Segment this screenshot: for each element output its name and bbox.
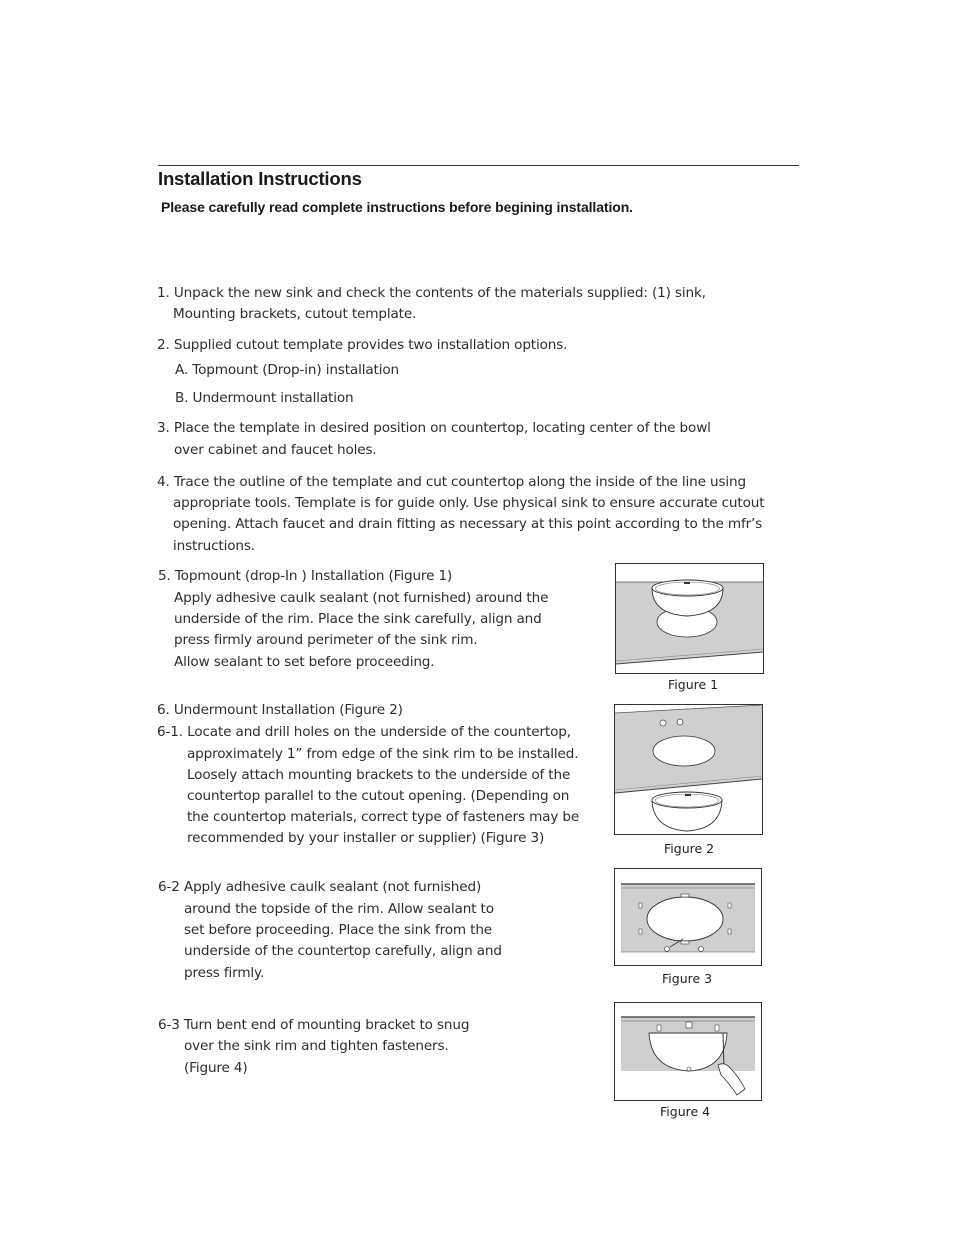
step-6-1-line-5: the countertop materials, correct type of fasteners may be — [187, 809, 580, 825]
header-rule — [158, 165, 799, 166]
step-4-line-2: appropriate tools. Template is for guide only. Use physical sink to ensure accurate cutout — [173, 495, 765, 511]
step-6-2-line-1: 6-2 Apply adhesive caulk sealant (not furnished) — [158, 879, 482, 895]
figure-2-caption: Figure 2 — [664, 841, 715, 856]
step-6-2-line-3: set before proceeding. Place the sink from the — [184, 922, 493, 938]
step-5-line-4: press firmly around perimeter of the sink rim. — [174, 632, 478, 648]
step-5-line-1: 5. Topmount (drop-In ) Installation (Figure 1) — [158, 568, 453, 584]
step-6-2-line-2: around the topside of the rim. Allow sealant to — [184, 901, 494, 917]
figure-1-image — [615, 563, 764, 674]
step-2-option-a: A. Topmount (Drop-in) installation — [175, 362, 399, 378]
step-6-1-line-1: 6-1. Locate and drill holes on the underside of the countertop, — [157, 724, 571, 740]
step-5-line-2: Apply adhesive caulk sealant (not furnished) around the — [174, 590, 549, 606]
step-6-3-line-1: 6-3 Turn bent end of mounting bracket to snug — [158, 1017, 470, 1033]
figure-4-image — [614, 1002, 762, 1101]
figure-2-image — [614, 704, 763, 835]
page-subtitle: Please carefully read complete instructions before begining installation. — [161, 199, 633, 215]
step-2-option-b: B. Undermount installation — [175, 390, 354, 406]
step-6-2-line-5: press firmly. — [184, 965, 265, 981]
step-6-1-line-6: recommended by your installer or supplier) (Figure 3) — [187, 830, 545, 846]
step-3-line-1: 3. Place the template in desired position on countertop, locating center of the bowl — [157, 420, 711, 436]
step-3-line-2: over cabinet and faucet holes. — [174, 442, 377, 458]
figure-4-caption: Figure 4 — [660, 1104, 711, 1119]
step-4-line-4: instructions. — [173, 538, 255, 554]
step-4-line-3: opening. Attach faucet and drain fitting as necessary at this point according to the mfr’s — [173, 516, 763, 532]
step-5-line-5: Allow sealant to set before proceeding. — [174, 654, 435, 670]
page-title: Installation Instructions — [158, 168, 362, 189]
step-6-3-line-3: (Figure 4) — [184, 1060, 248, 1076]
step-1-line-1: 1. Unpack the new sink and check the contents of the materials supplied: (1) sink, — [157, 285, 706, 301]
step-2: 2. Supplied cutout template provides two installation options. — [157, 337, 568, 353]
step-6: 6. Undermount Installation (Figure 2) — [157, 702, 403, 718]
figure-1-caption: Figure 1 — [668, 677, 719, 692]
step-6-1-line-3: Loosely attach mounting brackets to the underside of the — [187, 767, 571, 783]
step-4-line-1: 4. Trace the outline of the template and cut countertop along the inside of the line using — [157, 474, 747, 490]
step-6-1-line-2: approximately 1” from edge of the sink rim to be installed. — [187, 746, 579, 762]
step-6-1-line-4: countertop parallel to the cutout opening. (Depending on — [187, 788, 570, 804]
step-6-2-line-4: underside of the countertop carefully, align and — [184, 943, 502, 959]
figure-3-caption: Figure 3 — [662, 971, 713, 986]
step-6-3-line-2: over the sink rim and tighten fasteners. — [184, 1038, 449, 1054]
step-1-line-2: Mounting brackets, cutout template. — [173, 306, 417, 322]
figure-3-image — [614, 868, 762, 966]
step-5-line-3: underside of the rim. Place the sink carefully, align and — [174, 611, 542, 627]
